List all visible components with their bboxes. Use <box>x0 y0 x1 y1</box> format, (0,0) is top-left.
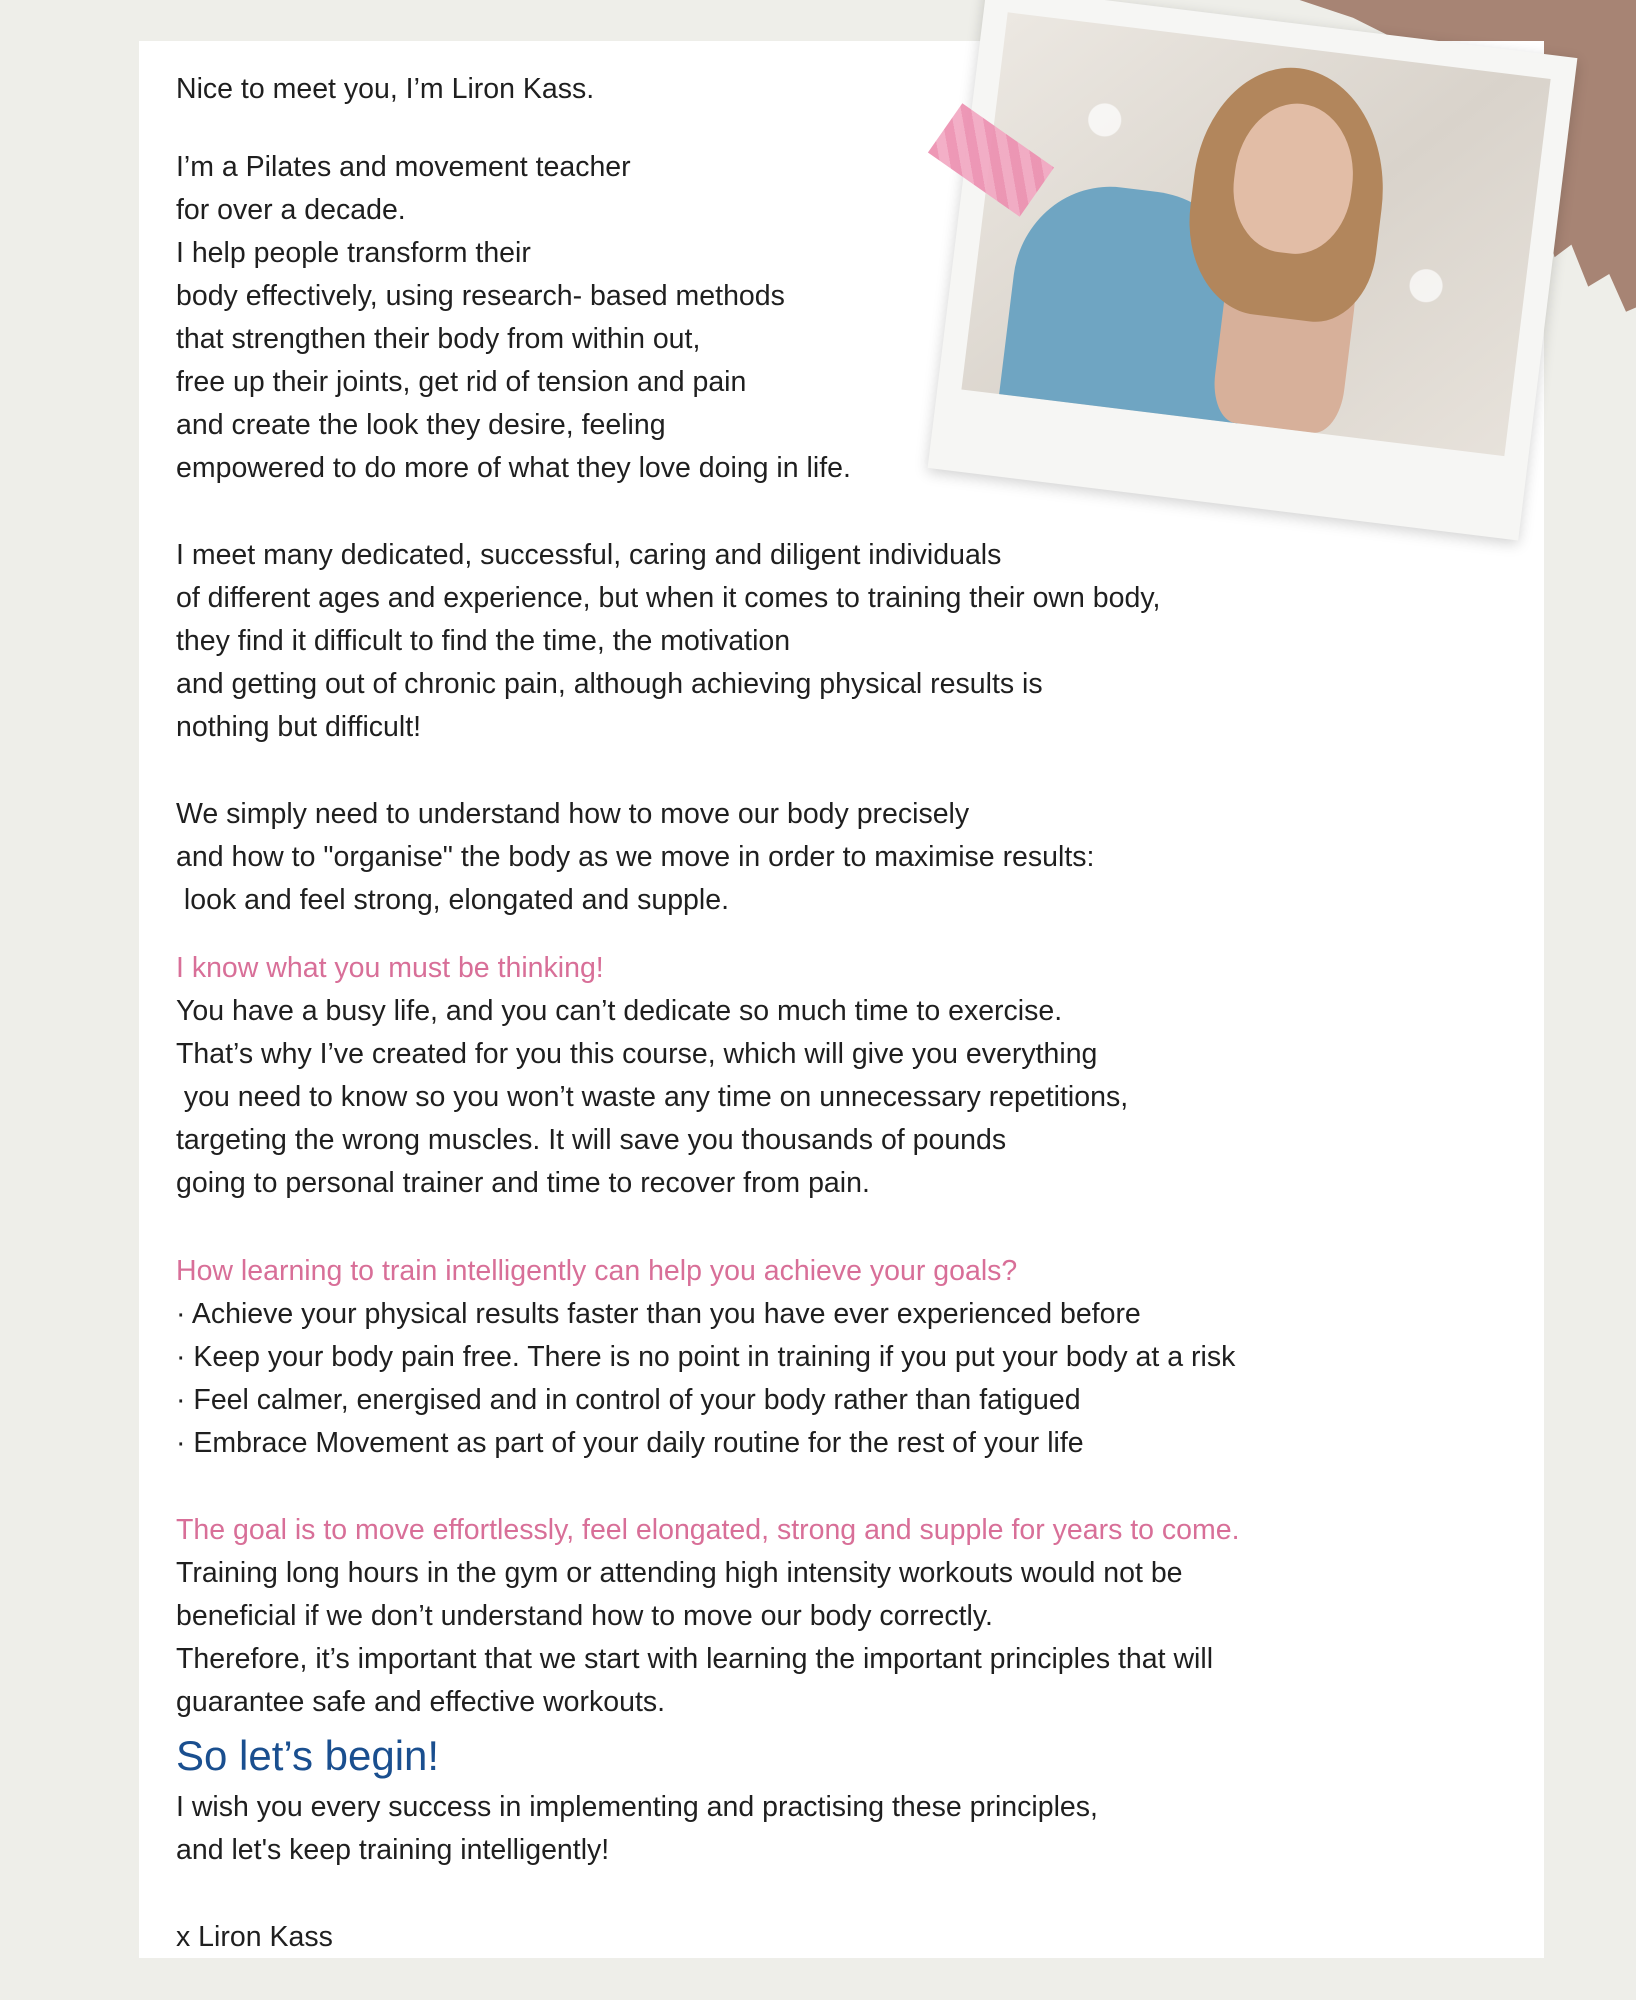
paragraph-3: We simply need to understand how to move our body precisely and how to "organise" the body as we move in order to maximise results: look and feel strong, elongated and supple. <box>176 798 1095 916</box>
section-1-body: You have a busy life, and you can’t dedicate so much time to exercise. That’s why I’ve created for you this course, which will give you everything you need to know so you won’t waste any time on unnecessary repetitions, targeting the wrong muscles. It will save you thousands of pounds going to personal trainer and time to recover from pain. <box>176 995 1129 1199</box>
section-2-heading: How learning to train intelligently can help you achieve your goals? <box>176 1255 1018 1287</box>
section-3-heading: The goal is to move effortlessly, feel elongated, strong and supple for years to come. <box>176 1514 1240 1546</box>
paragraph-2: I meet many dedicated, successful, caring and diligent individuals of different ages and experience, but when it comes to training their own body, they find it difficult to find the time, the motivation and getting out of chronic pain, although achieving physical results is nothing but difficult! <box>176 539 1161 743</box>
greeting-text: Nice to meet you, I’m Liron Kass. <box>176 73 595 105</box>
intro-paragraph: I’m a Pilates and movement teacher for over a decade. I help people transform their body effectively, using research- based methods that strengthen their body from within out, free up their joints, get rid of tension and pain and create the look they desire, feeling empowered to do more of what they love doing in life. <box>176 151 851 484</box>
bullet-item: · Feel calmer, energised and in control of your body rather than fatigued <box>176 1384 1081 1416</box>
signature: x Liron Kass <box>176 1921 333 1953</box>
closing-body: I wish you every success in implementing and practising these principles, and let's keep training intelligently! <box>176 1791 1098 1866</box>
bullet-item: · Achieve your physical results faster than you have ever experienced before <box>176 1298 1141 1330</box>
bullet-item: · Keep your body pain free. There is no point in training if you put your body at a risk <box>176 1341 1236 1373</box>
closing-title: So let’s begin! <box>176 1732 440 1779</box>
bullet-item: · Embrace Movement as part of your daily routine for the rest of your life <box>176 1427 1084 1459</box>
section-1-heading: I know what you must be thinking! <box>176 952 604 984</box>
section-3-body: Training long hours in the gym or attending high intensity workouts would not be beneficial if we don’t understand how to move our body correctly. Therefore, it’s important that we start with learning the important principles that will guarantee safe and effective workouts. <box>176 1557 1214 1718</box>
